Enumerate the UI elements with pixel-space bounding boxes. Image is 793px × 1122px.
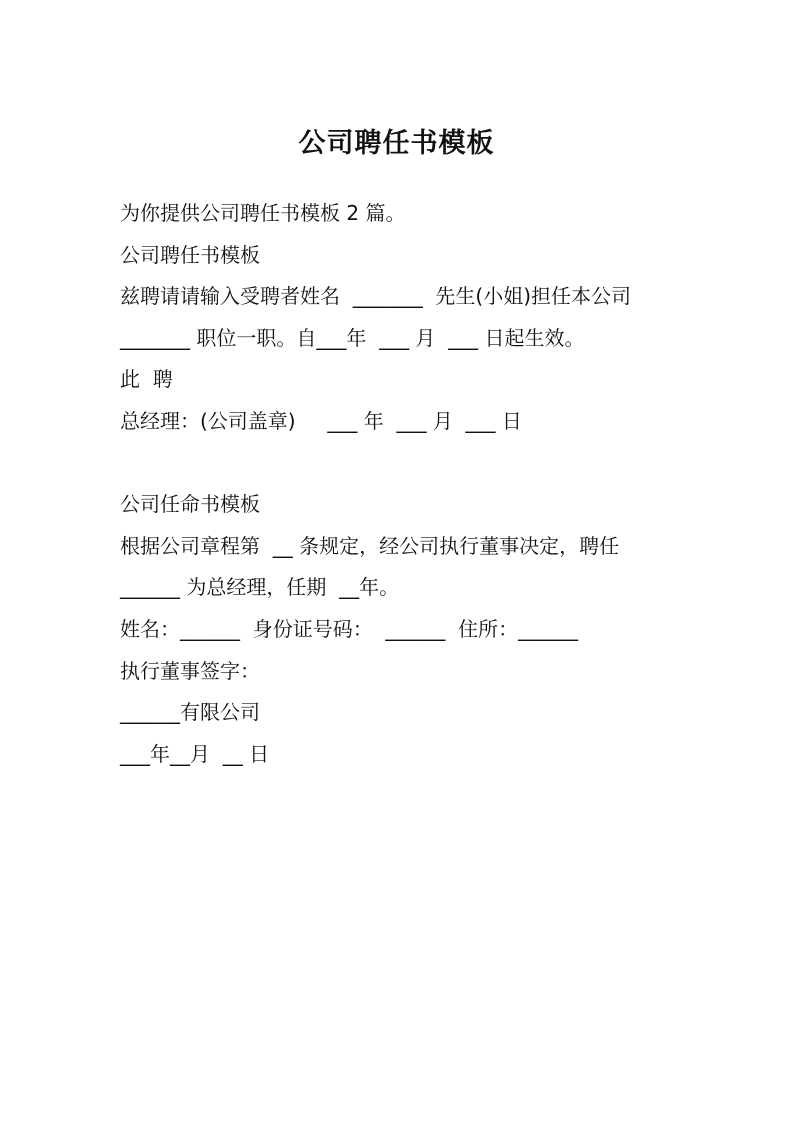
appointment-text-line-2: _______ 职位一职。自___年 ___ 月 ___ 日起生效。 <box>120 325 585 350</box>
date-line: ___年__月 __ 日 <box>120 741 270 766</box>
general-manager-signature-line: 总经理：(公司盖章) ___ 年 ___ 月 ___ 日 <box>120 408 522 433</box>
personal-info-line: 姓名：______ 身份证号码： ______ 住所：______ <box>120 616 579 641</box>
order-text-line-1: 根据公司章程第 __ 条规定，经公司执行董事决定，聘任 <box>120 533 620 558</box>
section-heading-appointment-letter: 公司聘任书模板 <box>120 242 260 267</box>
blank-line <box>120 443 700 485</box>
appointment-text-line-1: 兹聘请请输入受聘者姓名 _______ 先生(小姐)担任本公司 <box>120 284 632 309</box>
appointment-closing: 此 聘 <box>120 367 173 392</box>
document-title: 公司聘任书模板 <box>298 128 495 159</box>
document-body <box>120 193 700 775</box>
order-text-line-2: ______ 为总经理，任期 __年。 <box>120 575 400 600</box>
intro-line: 为你提供公司聘任书模板 2 篇。 <box>120 201 406 225</box>
section-heading-appointment-order: 公司任命书模板 <box>120 492 260 517</box>
company-name-line: ______有限公司 <box>120 700 260 725</box>
executive-director-signature-line: 执行董事签字： <box>120 658 260 683</box>
